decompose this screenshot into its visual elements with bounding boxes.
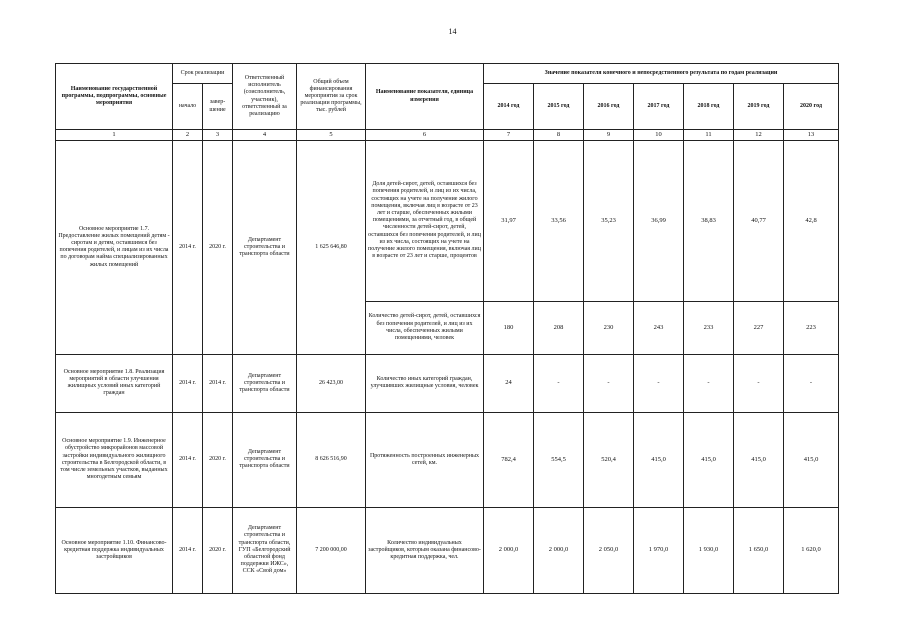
table-row xyxy=(56,507,839,593)
indicator-value: 1 650,0 xyxy=(734,507,784,593)
indicator-value: 35,23 xyxy=(584,140,634,301)
start-year: 2014 г. xyxy=(173,507,203,593)
column-number: 10 xyxy=(634,130,684,141)
indicator-value: 227 xyxy=(734,301,784,354)
indicator-value: 2 000,0 xyxy=(484,507,534,593)
column-number: 9 xyxy=(584,130,634,141)
column-number: 2 xyxy=(173,130,203,141)
funding-amount: 7 200 000,00 xyxy=(297,507,366,593)
header-year: 2019 год xyxy=(734,84,784,130)
indicator-value: 36,99 xyxy=(634,140,684,301)
table-row xyxy=(56,354,839,412)
indicator-name: Количество индивидуальных застройщиков, которым оказана финансово-кредитная поддержка, чел. xyxy=(366,507,484,593)
indicator-value: 233 xyxy=(684,301,734,354)
indicator-value: 223 xyxy=(784,301,839,354)
indicator-value: 520,4 xyxy=(584,412,634,507)
results-table xyxy=(55,63,839,594)
measure-name: Основное мероприятие 1.8. Реализация мероприятий в области улучшения жилищных условий иных категорий граждан xyxy=(56,354,173,412)
start-year: 2014 г. xyxy=(173,140,203,354)
indicator-value: 230 xyxy=(584,301,634,354)
indicator-value: 554,5 xyxy=(534,412,584,507)
end-year: 2020 г. xyxy=(203,507,233,593)
indicator-value: 1 930,0 xyxy=(684,507,734,593)
end-year: 2020 г. xyxy=(203,140,233,354)
funding-amount: 26 423,00 xyxy=(297,354,366,412)
indicator-name: Доля детей-сирот, детей, оставшихся без попечения родителей, и лиц из их числа, состоящих на учете на получение жилого помещения, включая лиц в возрасте от 23 лет и старше, обеспеченных жилыми помещениями, за отчетный год, в общей численности детей-сирот, детей, оставшихся без попечения родителей, и лиц из их числа, состоящих на учете на получение жилого помещения, включая лиц в возрасте от 23 лет и старше, процентов xyxy=(366,140,484,301)
funding-amount: 8 626 516,90 xyxy=(297,412,366,507)
column-number: 12 xyxy=(734,130,784,141)
indicator-value: 208 xyxy=(534,301,584,354)
table-row xyxy=(56,140,839,301)
header-program: Наименование государственной программы, подпрограммы, основные мероприятия xyxy=(56,64,173,130)
indicator-value: - xyxy=(684,354,734,412)
header-year: 2020 год xyxy=(784,84,839,130)
column-number: 4 xyxy=(233,130,297,141)
column-number: 7 xyxy=(484,130,534,141)
indicator-value: - xyxy=(784,354,839,412)
column-number: 1 xyxy=(56,130,173,141)
header-year: 2017 год xyxy=(634,84,684,130)
responsible-executor: Департамент строительства и транспорта области xyxy=(233,354,297,412)
measure-name: Основное мероприятие 1.10. Финансово-кредитная поддержка индивидуальных застройщиков xyxy=(56,507,173,593)
table-row xyxy=(56,412,839,507)
funding-amount: 1 625 646,80 xyxy=(297,140,366,354)
start-year: 2014 г. xyxy=(173,412,203,507)
indicator-value: 33,56 xyxy=(534,140,584,301)
responsible-executor: Департамент строительства и транспорта области xyxy=(233,412,297,507)
indicator-value: - xyxy=(634,354,684,412)
indicator-value: 243 xyxy=(634,301,684,354)
indicator-name: Количество иных категорий граждан, улучшивших жилищные условия, человек xyxy=(366,354,484,412)
indicator-name: Протяженность построенных инженерных сетей, км. xyxy=(366,412,484,507)
responsible-executor: Департамент строительства и транспорта области xyxy=(233,140,297,354)
column-number: 8 xyxy=(534,130,584,141)
indicator-value: 415,0 xyxy=(634,412,684,507)
header-year: 2016 год xyxy=(584,84,634,130)
indicator-value: 42,8 xyxy=(784,140,839,301)
indicator-value: 2 000,0 xyxy=(534,507,584,593)
header-year: 2015 год xyxy=(534,84,584,130)
header-start: начало xyxy=(173,84,203,130)
column-number-row xyxy=(56,130,839,141)
page-number: 14 xyxy=(448,27,457,36)
indicator-name: Количество детей-сирот, детей, оставшихся без попечения родителей, и лиц из их числа, обеспеченных жилыми помещениями, человек xyxy=(366,301,484,354)
header-values: Значение показателя конечного и непосредственного результата по годам реализации xyxy=(484,64,839,84)
indicator-value: 1 620,0 xyxy=(784,507,839,593)
indicator-value: 415,0 xyxy=(734,412,784,507)
column-number: 3 xyxy=(203,130,233,141)
indicator-value: 1 970,0 xyxy=(634,507,684,593)
indicator-value: 415,0 xyxy=(684,412,734,507)
header-indicator: Наименование показателя, единица измерения xyxy=(366,64,484,130)
indicator-value: 2 050,0 xyxy=(584,507,634,593)
header-funding: Общий объем финансирования мероприятия за срок реализации программы, тыс. рублей xyxy=(297,64,366,130)
responsible-executor: Департамент строительства и транспорта области, ГУП «Белгородский областной фонд поддержки ИЖС», ССК «Свой дом» xyxy=(233,507,297,593)
header-end: завер-шение xyxy=(203,84,233,130)
column-number: 5 xyxy=(297,130,366,141)
header-year: 2014 год xyxy=(484,84,534,130)
indicator-value: - xyxy=(584,354,634,412)
indicator-value: 38,83 xyxy=(684,140,734,301)
indicator-value: - xyxy=(534,354,584,412)
indicator-value: - xyxy=(734,354,784,412)
end-year: 2014 г. xyxy=(203,354,233,412)
measure-name: Основное мероприятие 1.7. Предоставление жилых помещений детям - сиротам и детям, оставшимся без попечения родителей, и лицам из их числа по договорам найма специализированных жилых помещений xyxy=(56,140,173,354)
column-number: 11 xyxy=(684,130,734,141)
indicator-value: 24 xyxy=(484,354,534,412)
header-year: 2018 год xyxy=(684,84,734,130)
start-year: 2014 г. xyxy=(173,354,203,412)
indicator-value: 782,4 xyxy=(484,412,534,507)
indicator-value: 415,0 xyxy=(784,412,839,507)
indicator-value: 31,97 xyxy=(484,140,534,301)
header-responsible: Ответственный исполнитель (соисполнитель, участник), ответственный за реализацию xyxy=(233,64,297,130)
header-period: Срок реализации xyxy=(173,64,233,84)
column-number: 6 xyxy=(366,130,484,141)
indicator-value: 180 xyxy=(484,301,534,354)
end-year: 2020 г. xyxy=(203,412,233,507)
column-number: 13 xyxy=(784,130,839,141)
measure-name: Основное мероприятие 1.9. Инженерное обустройство микрорайонов массовой застройки индивидуального жилищного строительства в Белгородской области, в том числе земельных участков, выданных многодетным семьям xyxy=(56,412,173,507)
indicator-value: 40,77 xyxy=(734,140,784,301)
